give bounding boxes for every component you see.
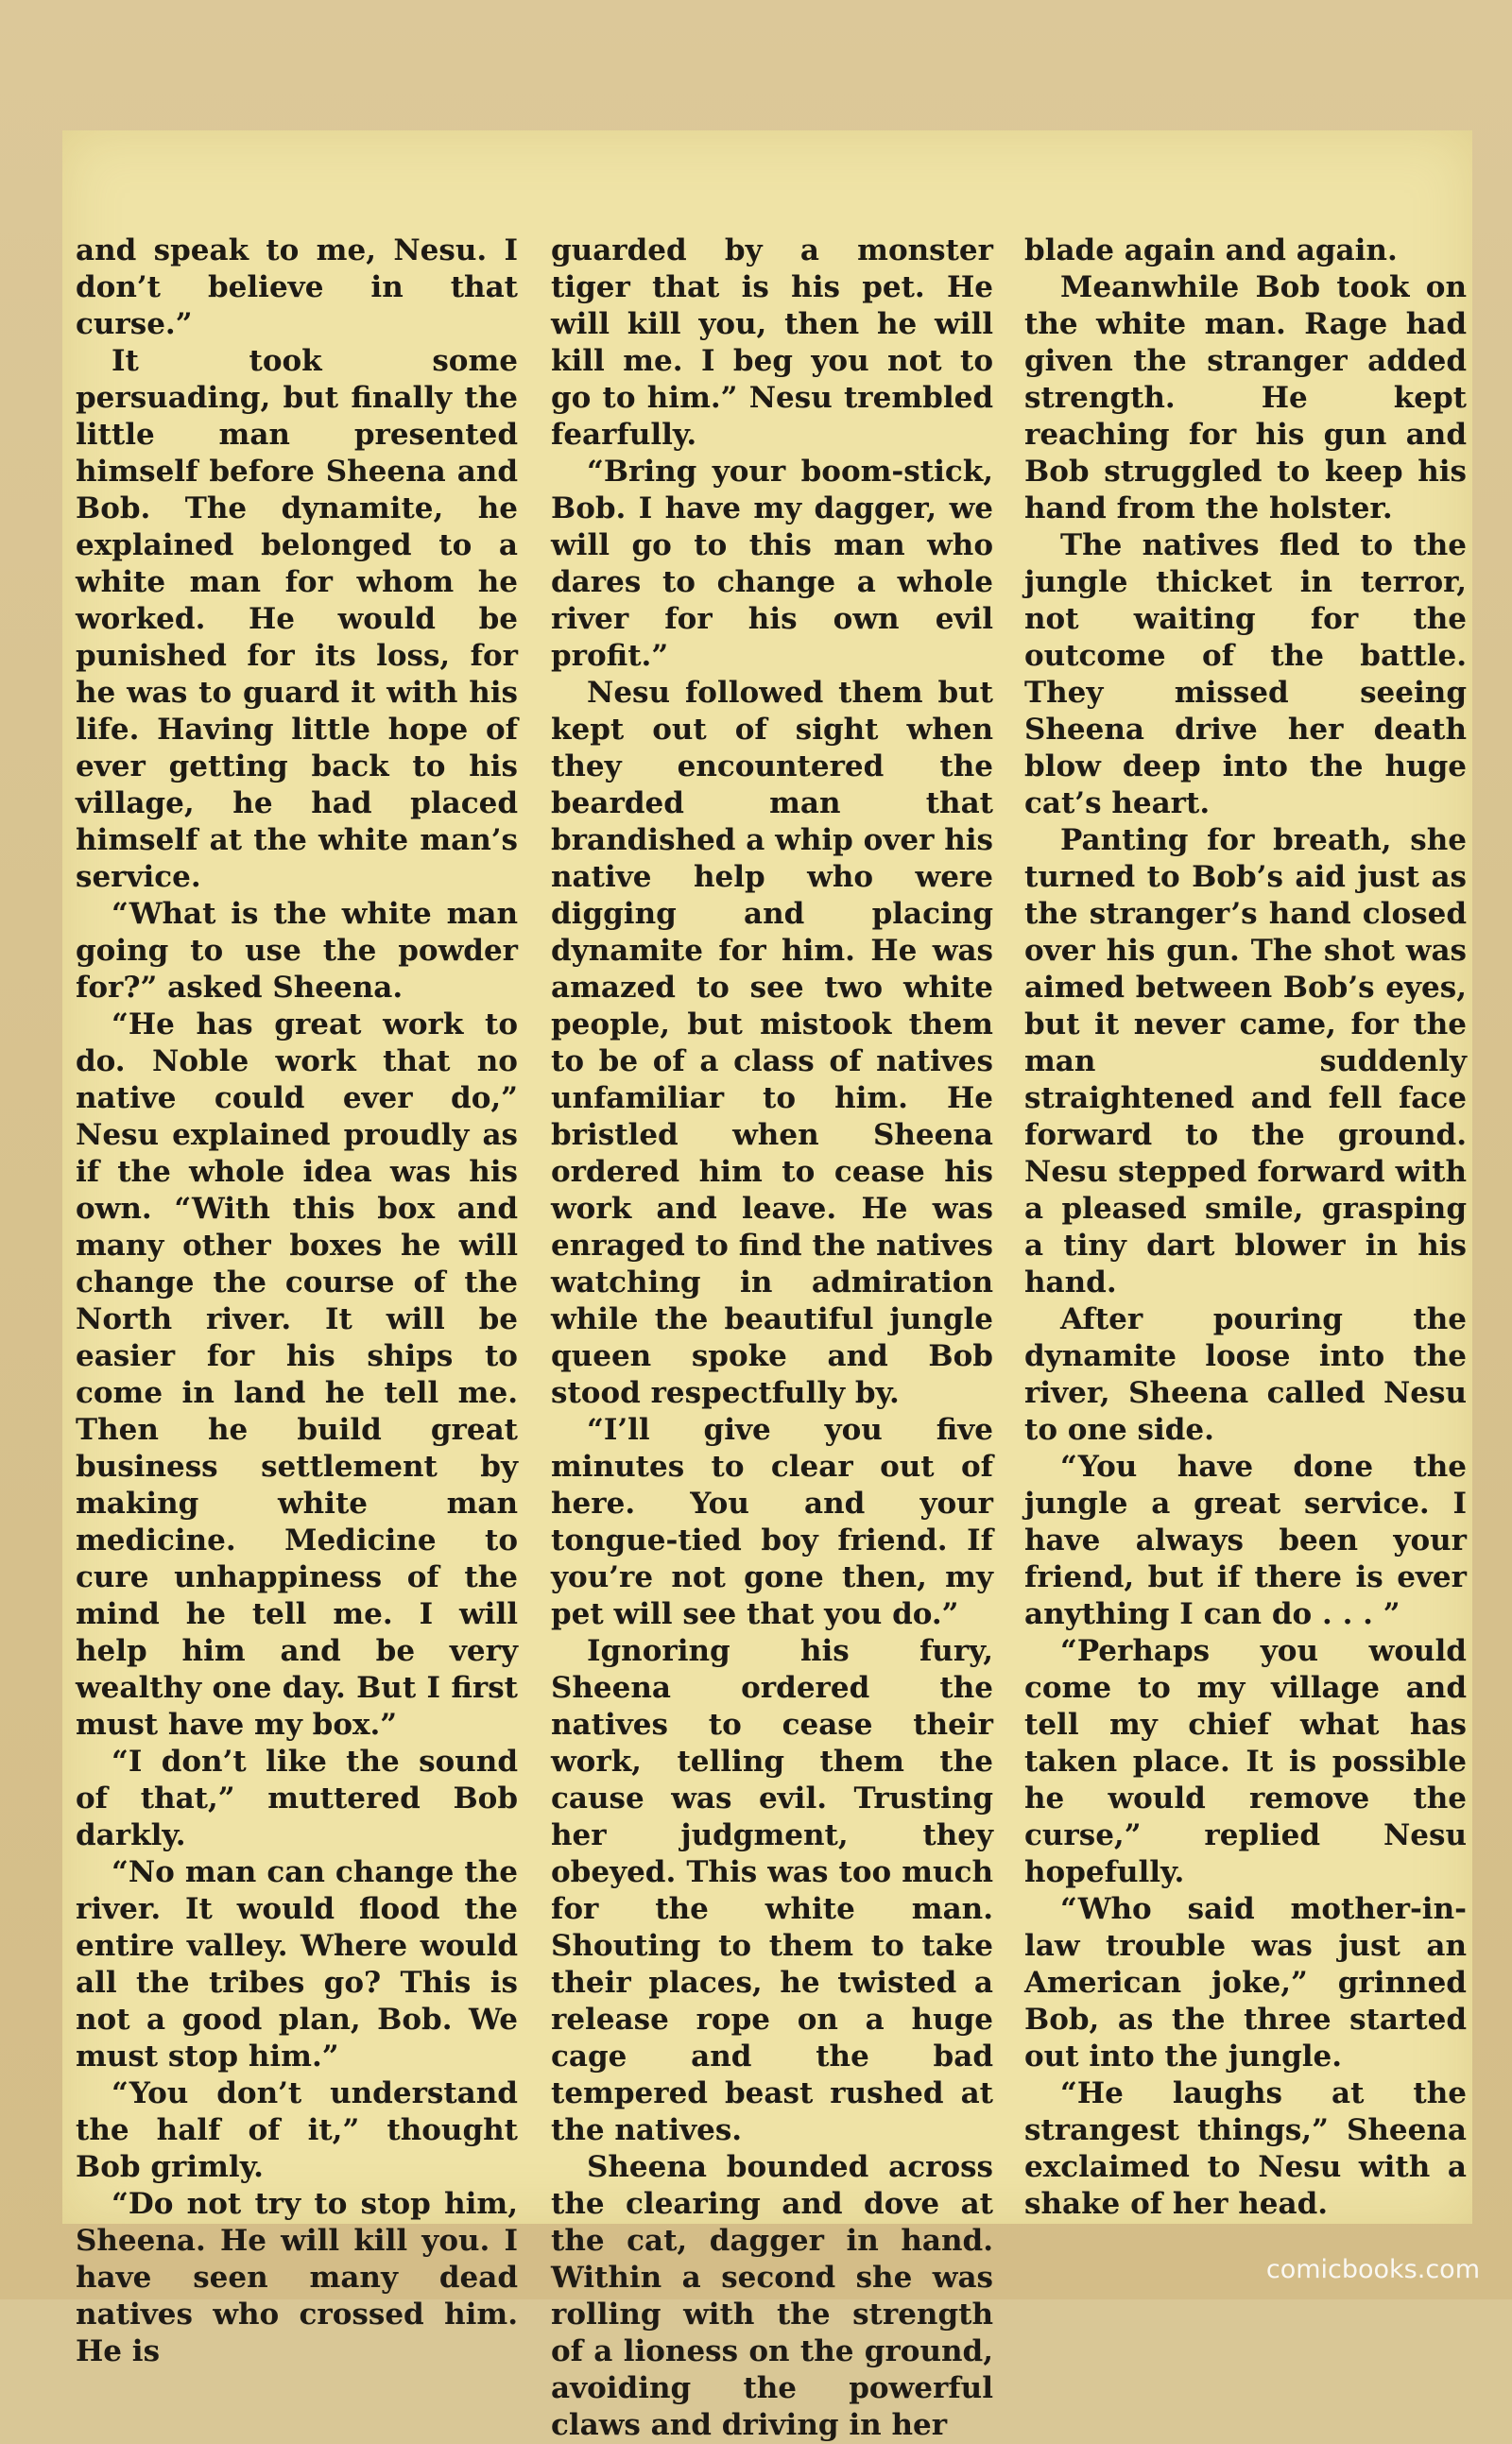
paragraph: “He has great work to do. Noble work that no native could ever do,” Nesu explained proudly as if the whole idea was his own. “With this box and many other boxes he will change the course of the North river. It will be easier for his ships to come in land he tell me. Then he build great business settlement by making white man medicine. Medicine to cure unhappiness of the mind he tell me. I will help him and be very wealthy one day. But I first must have my box.” xyxy=(76,1007,518,1742)
paragraph: “Perhaps you would come to my village and tell my chief what has taken place. It is possible he would remove the curse,” replied Nesu hopefully. xyxy=(1024,1634,1467,1889)
paragraph: “Bring your boom-stick, Bob. I have my dagger, we will go to this man who dares to change a whole river for his own evil profit.” xyxy=(551,455,993,673)
paragraph: “I’ll give you five minutes to clear out of here. You and your tongue-tied boy friend. If you’re not gone then, my pet will see that you do.” xyxy=(551,1413,993,1631)
paragraph: “You have done the jungle a great service. I have always been your friend, but if there is ever anything I can do . . . ” xyxy=(1024,1450,1467,1631)
paragraph: “I don’t like the sound of that,” muttered Bob darkly. xyxy=(76,1745,518,1852)
text-column-2 xyxy=(551,232,993,2444)
text-column-3 xyxy=(1024,232,1467,2223)
text-column-1 xyxy=(76,232,518,2370)
paragraph: and speak to me, Nesu. I don’t believe in that curse.” xyxy=(76,233,518,341)
paragraph: “He laughs at the strangest things,” Sheena exclaimed to Nesu with a shake of her head. xyxy=(1024,2076,1467,2221)
watermark: comicbooks.com xyxy=(1265,2255,1480,2284)
paragraph: “Do not try to stop him, Sheena. He will kill you. I have seen many dead natives who crossed him. He is xyxy=(76,2187,518,2368)
paragraph: Panting for breath, she turned to Bob’s aid just as the stranger’s hand closed over his gun. The shot was aimed between Bob’s eyes, but it never came, for the man suddenly straightened and fell face forward to the ground. Nesu stepped forward with a pleased smile, grasping a tiny dart blower in his hand. xyxy=(1024,823,1467,1299)
paragraph: “No man can change the river. It would flood the entire valley. Where would all the tribes go? This is not a good plan, Bob. We must stop him.” xyxy=(76,1855,518,2074)
paragraph: After pouring the dynamite loose into the river, Sheena called Nesu to one side. xyxy=(1024,1302,1467,1447)
paragraph: Sheena bounded across the clearing and dove at the cat, dagger in hand. Within a second she was rolling with the strength of a lioness on the ground, avoiding the powerful claws and driving in her xyxy=(551,2150,993,2442)
paragraph: guarded by a monster tiger that is his pet. He will kill you, then he will kill me. I beg you not to go to him.” Nesu trembled fearfully. xyxy=(551,233,993,452)
paragraph: Ignoring his fury, Sheena ordered the natives to cease their work, telling them the cause was evil. Trusting her judgment, they obeyed. This was too much for the white man. Shouting to them to take their places, he twisted a release rope on a huge cage and the bad tempered beast rushed at the natives. xyxy=(551,1634,993,2147)
paragraph: Nesu followed them but kept out of sight when they encountered the bearded man that brandished a whip over his native help who were digging and placing dynamite for him. He was amazed to see two white people, but mistook them to be of a class of natives unfamiliar to him. He bristled when Sheena ordered him to cease his work and leave. He was enraged to find the natives watching in admiration while the beautiful jungle queen spoke and Bob stood respectfully by. xyxy=(551,676,993,1410)
paragraph: Meanwhile Bob took on the white man. Rage had given the stranger added strength. He kept reaching for his gun and Bob struggled to keep his hand from the holster. xyxy=(1024,270,1467,525)
paragraph: “Who said mother-in-law trouble was just an American joke,” grinned Bob, as the three started out into the jungle. xyxy=(1024,1892,1467,2074)
paragraph: “What is the white man going to use the powder for?” asked Sheena. xyxy=(76,897,518,1005)
paragraph: The natives fled to the jungle thicket in terror, not waiting for the outcome of the battle. They missed seeing Sheena drive her death blow deep into the huge cat’s heart. xyxy=(1024,528,1467,820)
paragraph: blade again and again. xyxy=(1024,233,1398,267)
paragraph: It took some persuading, but finally the little man presented himself before Sheena and Bob. The dynamite, he explained belonged to a white man for whom he worked. He would be punished for its loss, for he was to guard it with his life. Having little hope of ever getting back to his village, he had placed himself at the white man’s service. xyxy=(76,344,518,894)
paragraph: “You don’t understand the half of it,” thought Bob grimly. xyxy=(76,2076,518,2184)
